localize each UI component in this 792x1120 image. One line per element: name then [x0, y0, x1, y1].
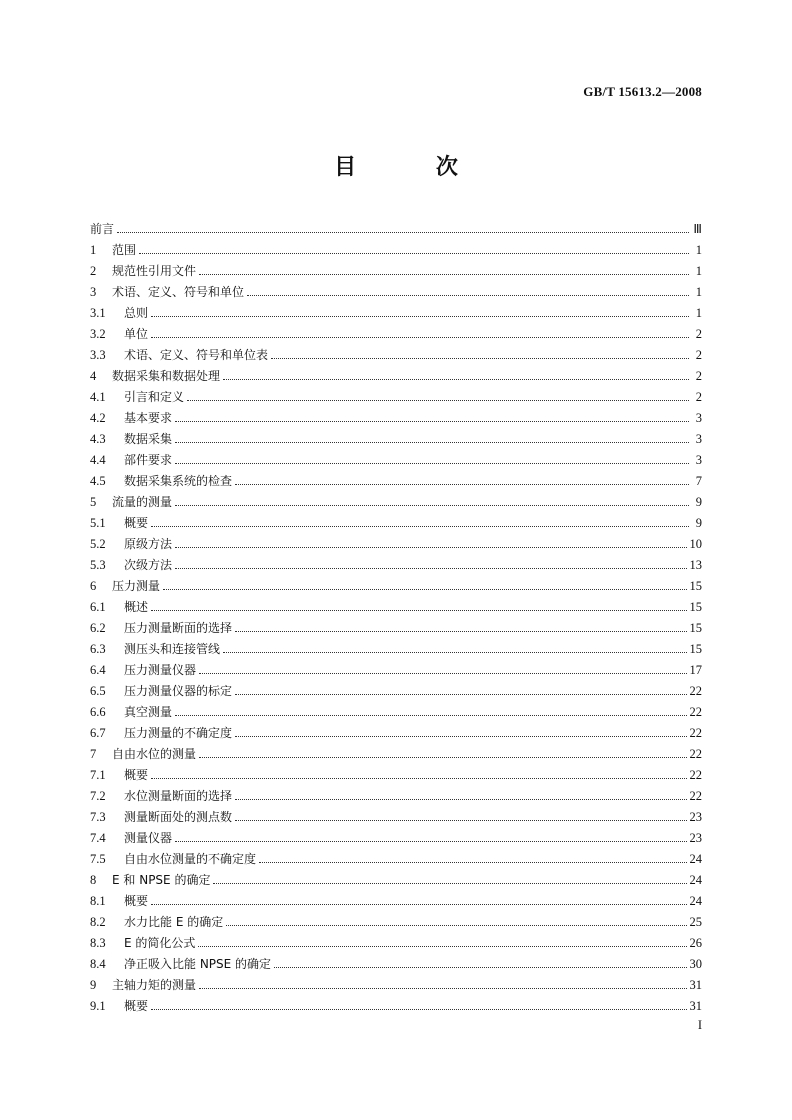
- toc-entry[interactable]: [90, 597, 702, 618]
- toc-entry-title: 概要: [124, 999, 149, 1013]
- toc-entry-number: 2: [90, 264, 97, 278]
- toc-entry-page: 2: [695, 348, 702, 362]
- toc-entry[interactable]: [90, 324, 702, 345]
- toc-leader-dots: [175, 421, 689, 422]
- toc-entry-title: 规范性引用文件: [112, 264, 197, 278]
- toc-entry-number: 5.1: [90, 516, 106, 530]
- toc-leader-dots: [175, 568, 686, 569]
- toc-leader-dots: [175, 715, 686, 716]
- toc-entry-page: 24: [689, 852, 702, 866]
- toc-leader-dots: [274, 967, 686, 968]
- toc-entry[interactable]: [90, 618, 702, 639]
- toc-entry-page: 22: [689, 684, 702, 698]
- toc-entry-number: 7.4: [90, 831, 106, 845]
- toc-entry-title: 水力比能 E 的确定: [124, 915, 224, 929]
- toc-entry-number: 6.3: [90, 642, 106, 656]
- toc-entry-page: 22: [689, 747, 702, 761]
- toc-entry-page: 2: [695, 390, 702, 404]
- toc-entry-page: 7: [695, 474, 702, 488]
- toc-leader-dots: [175, 505, 689, 506]
- toc-entry-page: 23: [689, 831, 702, 845]
- toc-entry-number: 4: [90, 369, 97, 383]
- toc-entry[interactable]: [90, 534, 702, 555]
- toc-entry-page: 2: [695, 369, 702, 383]
- toc-entry-number: 3.2: [90, 327, 106, 341]
- toc-entry-title: 压力测量仪器: [124, 663, 197, 677]
- toc-entry-title: 部件要求: [124, 453, 173, 467]
- toc-leader-dots: [235, 484, 689, 485]
- toc-entry-number: 6.4: [90, 663, 106, 677]
- toc-entry-title: 压力测量断面的选择: [124, 621, 233, 635]
- toc-entry-page: 26: [689, 936, 702, 950]
- toc-entry-number: 4.1: [90, 390, 106, 404]
- toc-entry[interactable]: [90, 450, 702, 471]
- toc-entry-number: 6.2: [90, 621, 106, 635]
- toc-entry-title: 次级方法: [124, 558, 173, 572]
- toc-entry-title: 压力测量: [112, 579, 161, 593]
- toc-entry-number: 6.6: [90, 705, 106, 719]
- toc-entry-page: 15: [689, 579, 702, 593]
- toc-leader-dots: [199, 757, 686, 758]
- toc-entry-title: E 和 NPSE 的确定: [112, 873, 211, 887]
- toc-entry-page: 10: [689, 537, 702, 551]
- toc-leader-dots: [151, 1009, 686, 1010]
- toc-entry-page: 23: [689, 810, 702, 824]
- toc-leader-dots: [151, 778, 686, 779]
- toc-entry-title: 概要: [124, 768, 149, 782]
- toc-entry[interactable]: [90, 282, 702, 303]
- toc-entry[interactable]: [90, 303, 702, 324]
- toc-entry[interactable]: [90, 240, 702, 261]
- toc-entry-number: 5.2: [90, 537, 106, 551]
- toc-entry-page: 1: [695, 264, 702, 278]
- toc-entry-number: 8.4: [90, 957, 106, 971]
- toc-entry-title: 水位测量断面的选择: [124, 789, 233, 803]
- toc-entry-page: 13: [689, 558, 702, 572]
- toc-entry[interactable]: [90, 429, 702, 450]
- toc-entry-title: 基本要求: [124, 411, 173, 425]
- toc-entry-page: 15: [689, 621, 702, 635]
- toc-entry[interactable]: [90, 786, 702, 807]
- toc-leader-dots: [187, 400, 689, 401]
- toc-entry-title: 总则: [124, 306, 149, 320]
- toc-entry-page: 9: [695, 495, 702, 509]
- toc-entry-title: 术语、定义、符号和单位表: [124, 348, 269, 362]
- toc-entry-title: 前言: [90, 222, 115, 236]
- toc-entry-title: 主轴力矩的测量: [112, 978, 197, 992]
- toc-entry-number: 4.3: [90, 432, 106, 446]
- toc-entry[interactable]: [90, 828, 702, 849]
- toc-entry[interactable]: [90, 723, 702, 744]
- toc-leader-dots: [213, 883, 686, 884]
- toc-entry-page: 9: [695, 516, 702, 530]
- toc-entry-number: 7.1: [90, 768, 106, 782]
- toc-entry-page: 17: [689, 663, 702, 677]
- toc-entry-number: 6.1: [90, 600, 106, 614]
- toc-leader-dots: [235, 631, 686, 632]
- toc-entry[interactable]: [90, 492, 702, 513]
- toc-leader-dots: [198, 946, 686, 947]
- toc-entry-page: 31: [689, 978, 702, 992]
- toc-leader-dots: [271, 358, 689, 359]
- toc-entry-title: 数据采集和数据处理: [112, 369, 221, 383]
- toc-entry-title: 数据采集系统的检查: [124, 474, 233, 488]
- toc-entry-number: 8: [90, 873, 97, 887]
- toc-entry-number: 4.2: [90, 411, 106, 425]
- toc-leader-dots: [235, 799, 686, 800]
- toc-entry-number: 3.3: [90, 348, 106, 362]
- toc-leader-dots: [175, 841, 686, 842]
- toc-entry[interactable]: [90, 387, 702, 408]
- toc-entry-page: 3: [695, 432, 702, 446]
- toc-leader-dots: [199, 988, 686, 989]
- toc-entry-page: 22: [689, 726, 702, 740]
- toc-entry-title: 测量断面处的测点数: [124, 810, 233, 824]
- toc-entry-number: 4.5: [90, 474, 106, 488]
- toc-entry[interactable]: [90, 849, 702, 870]
- toc-entry-title: 数据采集: [124, 432, 173, 446]
- toc-entry-page: 22: [689, 768, 702, 782]
- toc-entry-number: 3.1: [90, 306, 106, 320]
- toc-leader-dots: [139, 253, 689, 254]
- toc-entry-title: 概述: [124, 600, 149, 614]
- toc-entry-title: 概要: [124, 894, 149, 908]
- toc-leader-dots: [117, 232, 689, 233]
- page-number: I: [697, 1018, 702, 1032]
- toc-entry-number: 9: [90, 978, 97, 992]
- toc-entry-title: 自由水位测量的不确定度: [124, 852, 257, 866]
- toc-entry-page: 15: [689, 642, 702, 656]
- toc-entry[interactable]: [90, 408, 702, 429]
- toc-leader-dots: [163, 589, 686, 590]
- toc-leader-dots: [151, 610, 686, 611]
- toc-entry-page: 3: [695, 453, 702, 467]
- toc-entry[interactable]: [90, 975, 702, 996]
- toc-entry[interactable]: [90, 702, 702, 723]
- toc-entry-title: 原级方法: [124, 537, 173, 551]
- toc-entry-page: 31: [689, 999, 702, 1013]
- toc-entry[interactable]: [90, 261, 702, 282]
- toc-leader-dots: [235, 820, 686, 821]
- toc-entry[interactable]: [90, 954, 702, 975]
- toc-entry-number: 6: [90, 579, 97, 593]
- toc-entry[interactable]: [90, 765, 702, 786]
- toc-leader-dots: [151, 316, 689, 317]
- toc-entry[interactable]: [90, 933, 702, 954]
- toc-leader-dots: [175, 442, 689, 443]
- toc-entry-title: 净正吸入比能 NPSE 的确定: [124, 957, 272, 971]
- toc-entry-title: 测压头和连接管线: [124, 642, 221, 656]
- toc-leader-dots: [223, 379, 689, 380]
- toc-entry-number: 8.2: [90, 915, 106, 929]
- toc-entry-title: E 的简化公式: [124, 936, 196, 950]
- toc-entry-number: 6.5: [90, 684, 106, 698]
- toc-entry-number: 8.1: [90, 894, 106, 908]
- toc-entry-page: 22: [689, 789, 702, 803]
- toc-entry-number: 7: [90, 747, 97, 761]
- toc-leader-dots: [151, 904, 686, 905]
- toc-entry-page: Ⅲ: [693, 222, 702, 236]
- toc-entry-page: 24: [689, 873, 702, 887]
- toc-entry-number: 3: [90, 285, 97, 299]
- toc-leader-dots: [235, 736, 686, 737]
- toc-entry-page: 22: [689, 705, 702, 719]
- toc-entry-number: 6.7: [90, 726, 106, 740]
- toc-entry-title: 术语、定义、符号和单位: [112, 285, 245, 299]
- toc-entry-page: 3: [695, 411, 702, 425]
- toc-entry-number: 5: [90, 495, 97, 509]
- toc-entry[interactable]: [90, 912, 702, 933]
- toc-leader-dots: [199, 673, 686, 674]
- toc-entry[interactable]: [90, 891, 702, 912]
- toc-entry-title: 引言和定义: [124, 390, 185, 404]
- toc-entry-title: 自由水位的测量: [112, 747, 197, 761]
- toc-entry[interactable]: [90, 639, 702, 660]
- toc-entry-title: 压力测量仪器的标定: [124, 684, 233, 698]
- toc-leader-dots: [259, 862, 686, 863]
- toc-entry-page: 1: [695, 306, 702, 320]
- toc-entry[interactable]: [90, 471, 702, 492]
- toc-entry-number: 8.3: [90, 936, 106, 950]
- toc-entry-title: 范围: [112, 243, 137, 257]
- toc-leader-dots: [175, 463, 689, 464]
- toc-entry-page: 1: [695, 243, 702, 257]
- toc-entry-page: 2: [695, 327, 702, 341]
- toc-entry-number: 1: [90, 243, 97, 257]
- toc-entry[interactable]: [90, 744, 702, 765]
- toc-entry-title: 真空测量: [124, 705, 173, 719]
- toc-entry[interactable]: [90, 366, 702, 387]
- toc-entry-title: 流量的测量: [112, 495, 173, 509]
- toc-entry[interactable]: [90, 660, 702, 681]
- table-of-contents: [90, 219, 702, 1017]
- toc-leader-dots: [235, 694, 686, 695]
- toc-entry[interactable]: [90, 345, 702, 366]
- toc-leader-dots: [151, 337, 689, 338]
- toc-entry-number: 4.4: [90, 453, 106, 467]
- toc-entry-page: 15: [689, 600, 702, 614]
- toc-entry-number: 5.3: [90, 558, 106, 572]
- toc-leader-dots: [223, 652, 686, 653]
- toc-entry-number: 7.2: [90, 789, 106, 803]
- toc-entry[interactable]: [90, 807, 702, 828]
- toc-leader-dots: [226, 925, 686, 926]
- toc-entry[interactable]: [90, 555, 702, 576]
- toc-entry-number: 7.3: [90, 810, 106, 824]
- toc-entry-number: 9.1: [90, 999, 106, 1013]
- toc-entry-page: 1: [695, 285, 702, 299]
- toc-entry-page: 24: [689, 894, 702, 908]
- toc-entry-title: 概要: [124, 516, 149, 530]
- toc-entry-page: 25: [689, 915, 702, 929]
- toc-leader-dots: [199, 274, 689, 275]
- toc-leader-dots: [151, 526, 689, 527]
- toc-entry[interactable]: [90, 996, 702, 1017]
- page-title: 目 次: [334, 155, 494, 180]
- toc-entry-title: 压力测量的不确定度: [124, 726, 233, 740]
- toc-entry[interactable]: [90, 576, 702, 597]
- toc-leader-dots: [247, 295, 689, 296]
- toc-entry[interactable]: [90, 513, 702, 534]
- toc-entry[interactable]: [90, 219, 702, 240]
- toc-entry-title: 单位: [124, 327, 149, 341]
- standard-code: GB/T 15613.2—2008: [583, 84, 702, 99]
- toc-leader-dots: [175, 547, 686, 548]
- toc-entry-number: 7.5: [90, 852, 106, 866]
- toc-entry[interactable]: [90, 681, 702, 702]
- toc-entry-title: 测量仪器: [124, 831, 173, 845]
- toc-entry[interactable]: [90, 870, 702, 891]
- toc-entry-page: 30: [689, 957, 702, 971]
